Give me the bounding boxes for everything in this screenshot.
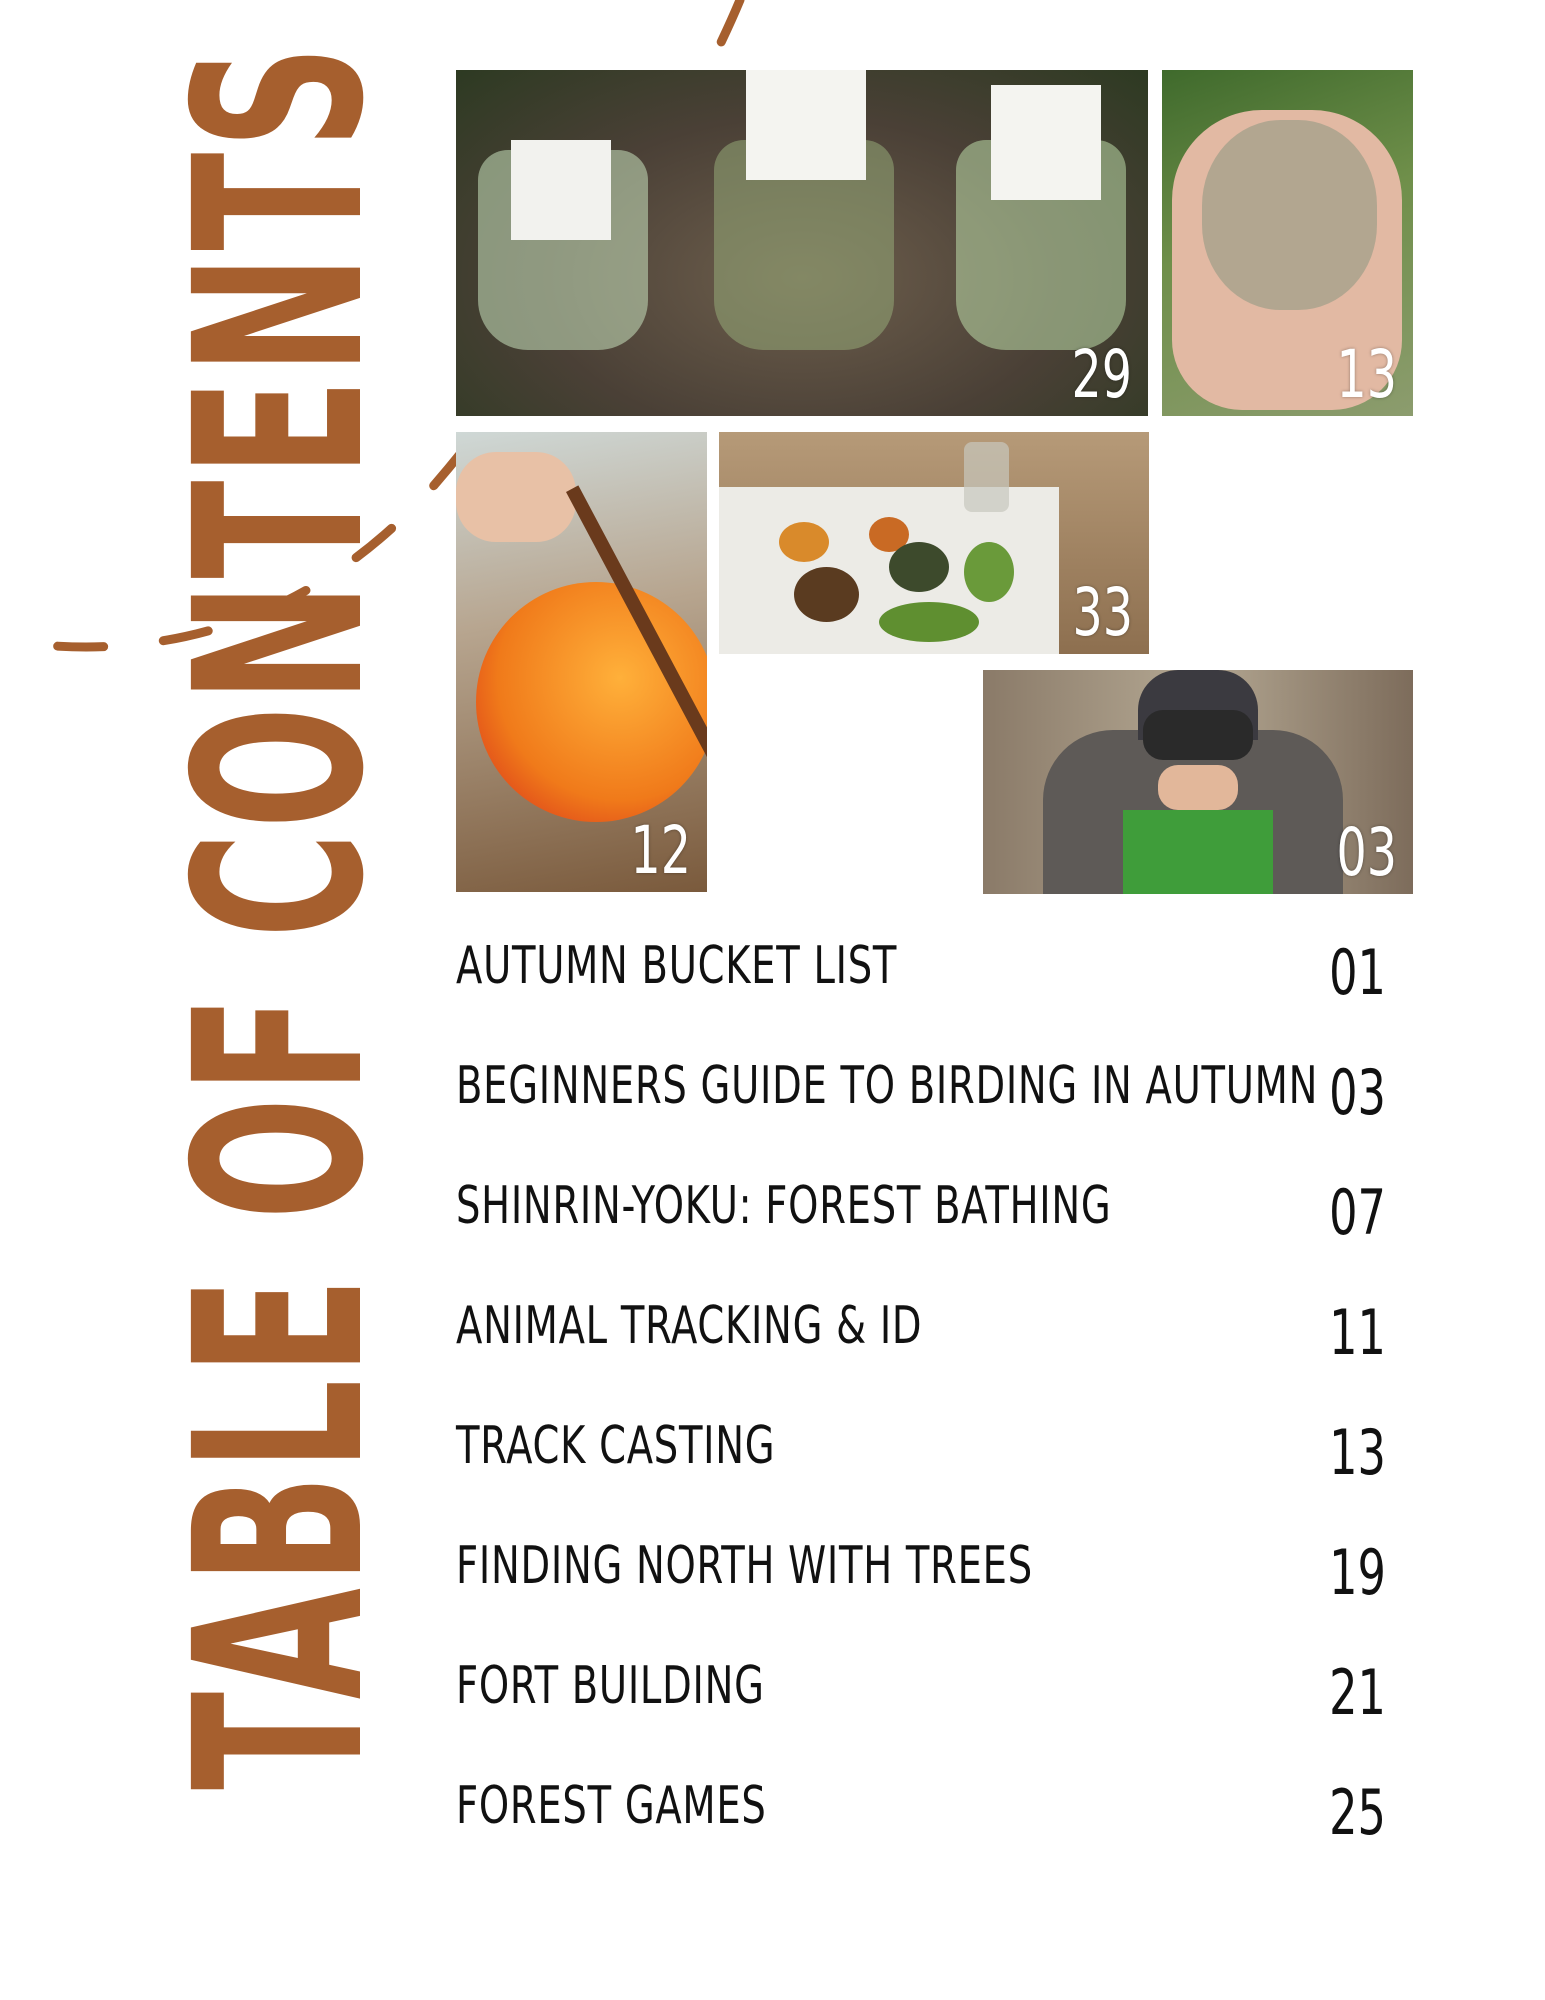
photo-jars xyxy=(456,70,1148,416)
photo-page-number: 33 xyxy=(1072,574,1133,651)
toc-entry[interactable] xyxy=(456,1410,1386,1530)
page-title: TABLE OF CONTENTS xyxy=(145,41,415,1790)
photo-page-number: 12 xyxy=(630,812,691,889)
toc-entry-title: AUTUMN BUCKET LIST xyxy=(456,936,898,996)
photo-binoculars-child xyxy=(983,670,1413,894)
toc-entry[interactable] xyxy=(456,1530,1386,1650)
toc-entry-title: FINDING NORTH WITH TREES xyxy=(456,1536,1033,1596)
toc-entry[interactable] xyxy=(456,1290,1386,1410)
toc-entry[interactable] xyxy=(456,1770,1386,1890)
photo-page-number: 03 xyxy=(1336,814,1397,891)
toc-entry-page: 07 xyxy=(1329,1176,1386,1249)
toc-entry[interactable] xyxy=(456,1650,1386,1770)
photo-page-number: 13 xyxy=(1336,336,1397,413)
title-container xyxy=(145,41,415,1790)
toc-entry[interactable] xyxy=(456,1170,1386,1290)
photo-pressed-leaves xyxy=(719,432,1149,654)
toc-entry-title: TRACK CASTING xyxy=(456,1416,776,1476)
toc-entry-page: 11 xyxy=(1329,1296,1386,1369)
toc-entry-title: SHINRIN-YOKU: FOREST BATHING xyxy=(456,1176,1112,1236)
toc-list xyxy=(456,930,1386,1890)
toc-entry-title: BEGINNERS GUIDE TO BIRDING IN AUTUMN xyxy=(456,1056,1319,1116)
toc-entry-page: 19 xyxy=(1329,1536,1386,1609)
photo-track-cast xyxy=(1162,70,1413,416)
toc-entry-page: 03 xyxy=(1329,1056,1386,1129)
toc-entry-page: 21 xyxy=(1329,1656,1386,1729)
toc-entry[interactable] xyxy=(456,930,1386,1050)
toc-entry-page: 01 xyxy=(1329,936,1386,1009)
toc-entry-title: FOREST GAMES xyxy=(456,1776,767,1836)
toc-entry-title: FORT BUILDING xyxy=(456,1656,765,1716)
toc-entry[interactable] xyxy=(456,1050,1386,1170)
photo-page-number: 29 xyxy=(1071,336,1132,413)
photo-leaf-bowl xyxy=(456,432,707,892)
toc-entry-title: ANIMAL TRACKING & ID xyxy=(456,1296,923,1356)
toc-entry-page: 13 xyxy=(1329,1416,1386,1489)
toc-entry-page: 25 xyxy=(1329,1776,1386,1849)
